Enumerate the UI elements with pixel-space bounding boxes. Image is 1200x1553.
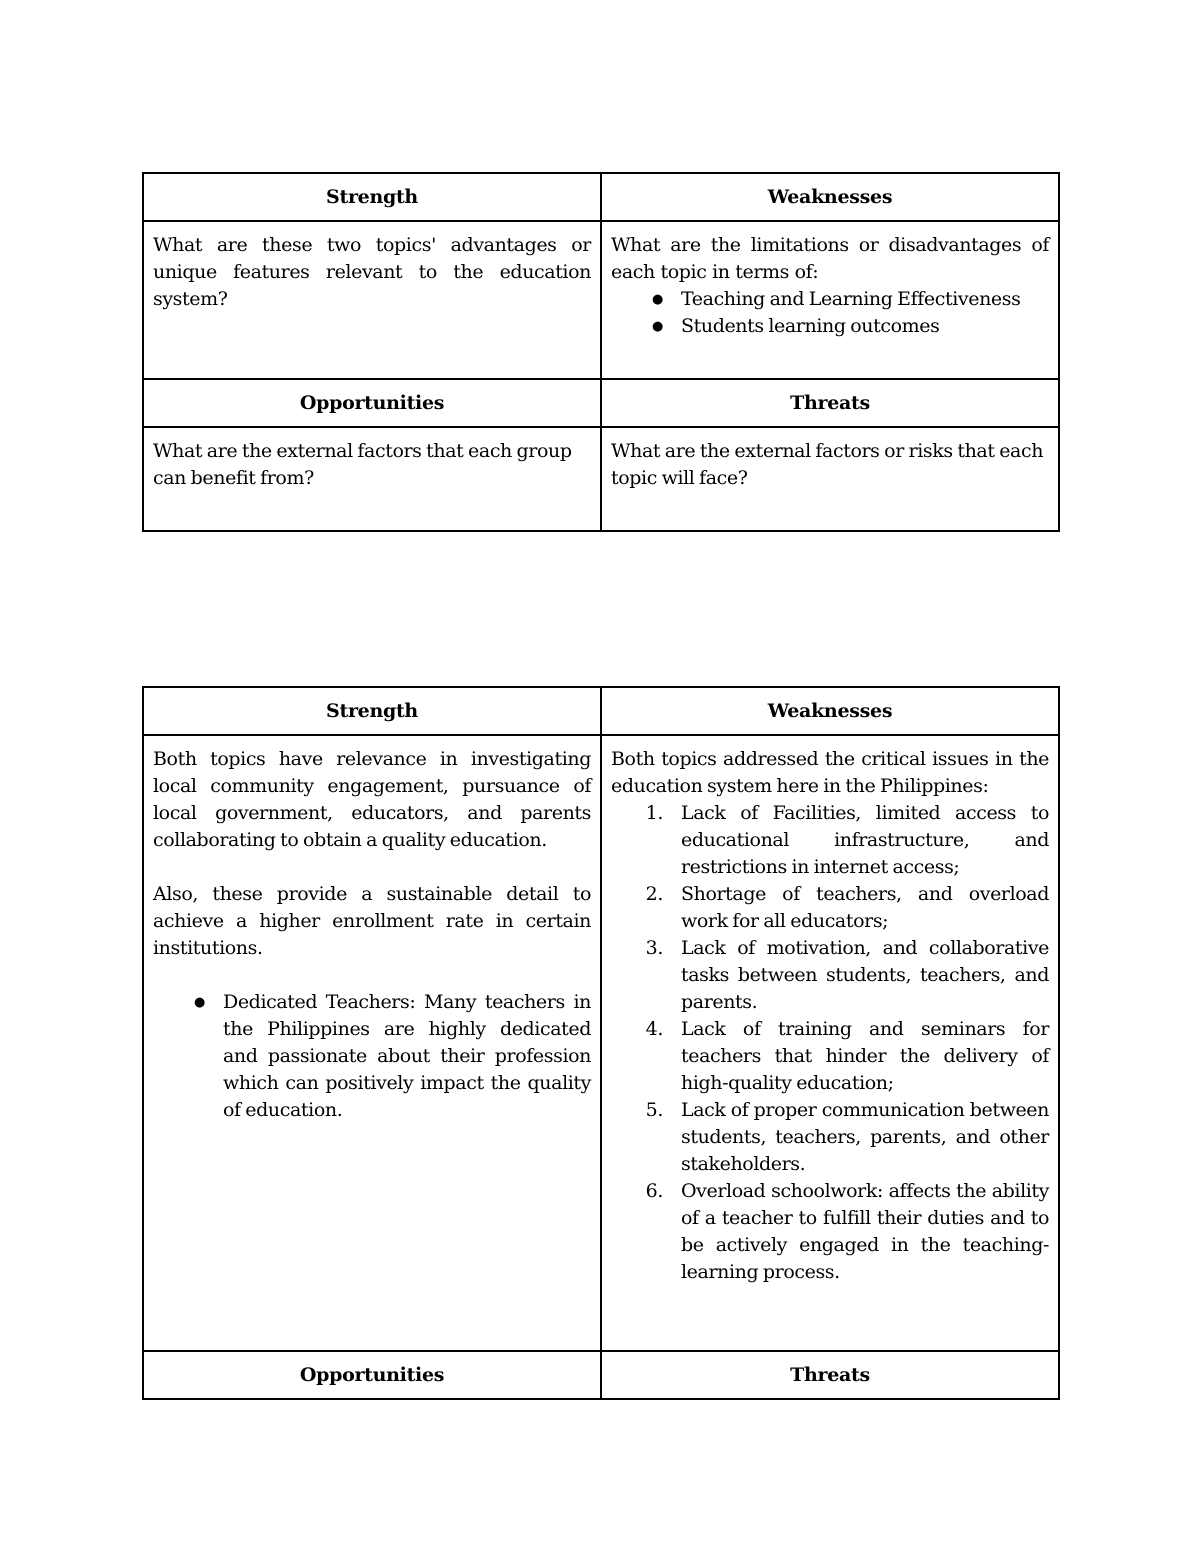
strength-header: Strength (143, 687, 601, 735)
weaknesses-header: Weaknesses (601, 687, 1059, 735)
bullet-marker: ● (652, 292, 663, 307)
weaknesses-header: Weaknesses (601, 173, 1059, 221)
list-item: ● Teaching and Learning Effectiveness (611, 286, 1049, 313)
list-item: 5. Lack of proper communication between students, teachers, parents, and other stakeholders. (611, 1097, 1049, 1178)
weaknesses-prompt: What are the limitations or disadvantages of each topic in terms of: (611, 234, 1049, 283)
weaknesses-numbered-list (611, 800, 1049, 1286)
opportunities-cell (143, 427, 601, 531)
strength-paragraph: Both topics have relevance in investigating local community engagement, pursuance of local government, educators, and parents collaborating to obtain a quality education. (153, 748, 591, 851)
strength-paragraph: Also, these provide a sustainable detail to achieve a higher enrollment rate in certain institutions. (153, 883, 591, 959)
list-item: 6. Overload schoolwork: affects the ability of a teacher to fulfill their duties and to be actively engaged in the teaching-learning process. (611, 1178, 1049, 1286)
opportunities-prompt: What are the external factors that each group can benefit from? (153, 440, 572, 489)
list-item: ● Students learning outcomes (611, 313, 1049, 340)
list-item: 1. Lack of Facilities, limited access to educational infrastructure, and restrictions in internet access; (611, 800, 1049, 881)
list-number: 3. (645, 937, 663, 959)
weaknesses-cell (601, 735, 1059, 1351)
weaknesses-cell (601, 221, 1059, 379)
list-item: 2. Shortage of teachers, and overload work for all educators; (611, 881, 1049, 935)
strength-cell (143, 735, 601, 1351)
weaknesses-bullet-list (611, 286, 1049, 340)
swot-table-template (142, 172, 1060, 532)
list-number: 5. (645, 1099, 663, 1121)
list-item: ● Dedicated Teachers: Many teachers in the Philippines are highly dedicated and passionate about their profession which can positively impact the quality of education. (153, 989, 591, 1124)
bullet-marker: ● (194, 995, 205, 1010)
opportunities-header: Opportunities (143, 1351, 601, 1399)
list-number: 2. (645, 883, 663, 905)
strength-prompt: What are these two topics' advantages or unique features relevant to the education system? (153, 234, 591, 310)
weaknesses-intro: Both topics addressed the critical issues in the education system here in the Philippines: (611, 748, 1049, 797)
threats-cell (601, 427, 1059, 531)
list-number: 1. (645, 802, 663, 824)
list-number: 4. (645, 1018, 663, 1040)
swot-table-filled (142, 686, 1060, 1400)
list-item: 3. Lack of motivation, and collaborative tasks between students, teachers, and parents. (611, 935, 1049, 1016)
threats-header: Threats (601, 1351, 1059, 1399)
threats-header: Threats (601, 379, 1059, 427)
list-item: 4. Lack of training and seminars for teachers that hinder the delivery of high-quality education; (611, 1016, 1049, 1097)
strength-bullet-list (153, 989, 591, 1124)
threats-prompt: What are the external factors or risks that each topic will face? (611, 440, 1044, 489)
strength-header: Strength (143, 173, 601, 221)
bullet-marker: ● (652, 319, 663, 334)
strength-cell (143, 221, 601, 379)
opportunities-header: Opportunities (143, 379, 601, 427)
list-number: 6. (645, 1180, 663, 1202)
